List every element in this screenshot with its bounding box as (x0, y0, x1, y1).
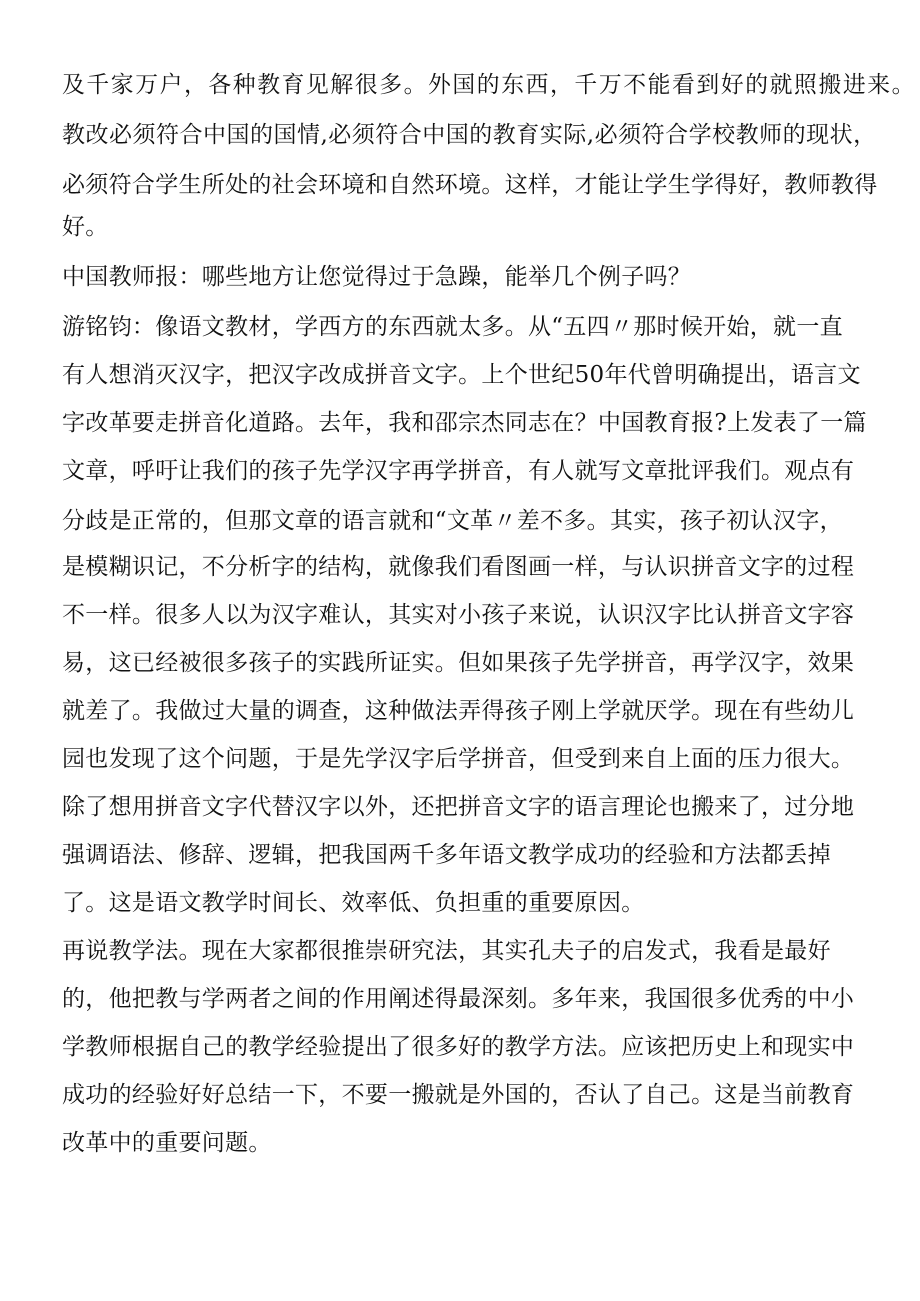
text-line: 再说教学法。现在大家都很推崇研究法，其实孔夫子的启发式，我看是最好 (62, 938, 831, 964)
text-line: 学教师根据自己的教学经验提出了很多好的教学方法。应该把历史上和现实中 (62, 1034, 855, 1060)
text-line: 不一样。很多人以为汉字难认，其实对小孩子来说，认识汉字比认拼音文字容 (62, 602, 855, 628)
text-line: 好。 (62, 214, 109, 240)
text-line: 的，他把教与学两者之间的作用阐述得最深刻。多年来，我国很多优秀的中小 (62, 986, 855, 1012)
text-line: 就差了。我做过大量的调查，这种做法弄得孩子刚上学就厌学。现在有些幼儿 (62, 698, 855, 724)
text-line: 教改必须符合中国的国情,必须符合中国的教育实际,必须符合学校教师的现状， (62, 122, 877, 148)
text-line: 易，这已经被很多孩子的实践所证实。但如果孩子先学拼音，再学汉字，效果 (62, 650, 855, 676)
text-line: 改革中的重要问题。 (62, 1130, 272, 1156)
text-line: 除了想用拼音文字代替汉字以外，还把拼音文字的语言理论也搬来了，过分地 (62, 794, 855, 820)
text-line: 了。这是语文教学时间长、效率低、负担重的重要原因。 (62, 890, 645, 916)
text-line: 文章，呼吁让我们的孩子先学汉字再学拼音，有人就写文章批评我们。观点有 (62, 458, 855, 484)
text-line: 园也发现了这个问题，于是先学汉字后学拼音，但受到来自上面的压力很大。 (62, 746, 855, 772)
text-line: 及千家万户，各种教育见解很多。外国的东西，千万不能看到好的就照搬进来。 (62, 72, 917, 98)
text-line: 游铭钧：像语文教材，学西方的东西就太多。从“五四〃那时候开始，就一直 (62, 314, 843, 340)
text-line: 成功的经验好好总结一下，不要一搬就是外国的，否认了自己。这是当前教育 (62, 1082, 855, 1108)
text-line: 必须符合学生所处的社会环境和自然环境。这样，才能让学生学得好，教师教得 (62, 172, 878, 198)
text-line: 是模糊识记，不分析字的结构，就像我们看图画一样，与认识拼音文字的过程 (62, 554, 855, 580)
text-line: 强调语法、修辞、逻辑，把我国两千多年语文教学成功的经验和方法都丢掉 (62, 842, 831, 868)
text-line: 有人想消灭汉字，把汉字改成拼音文字。上个世纪50年代曾明确提出，语言文 (62, 362, 861, 388)
text-line: 分歧是正常的，但那文章的语言就和“文革〃差不多。其实，孩子初认汉字， (62, 508, 843, 534)
text-line: 字改革要走拼音化道路。去年，我和邵宗杰同志在？中国教育报?上发表了一篇 (62, 410, 867, 436)
text-line: 中国教师报：哪些地方让您觉得过于急躁，能举几个例子吗？ (62, 264, 692, 290)
